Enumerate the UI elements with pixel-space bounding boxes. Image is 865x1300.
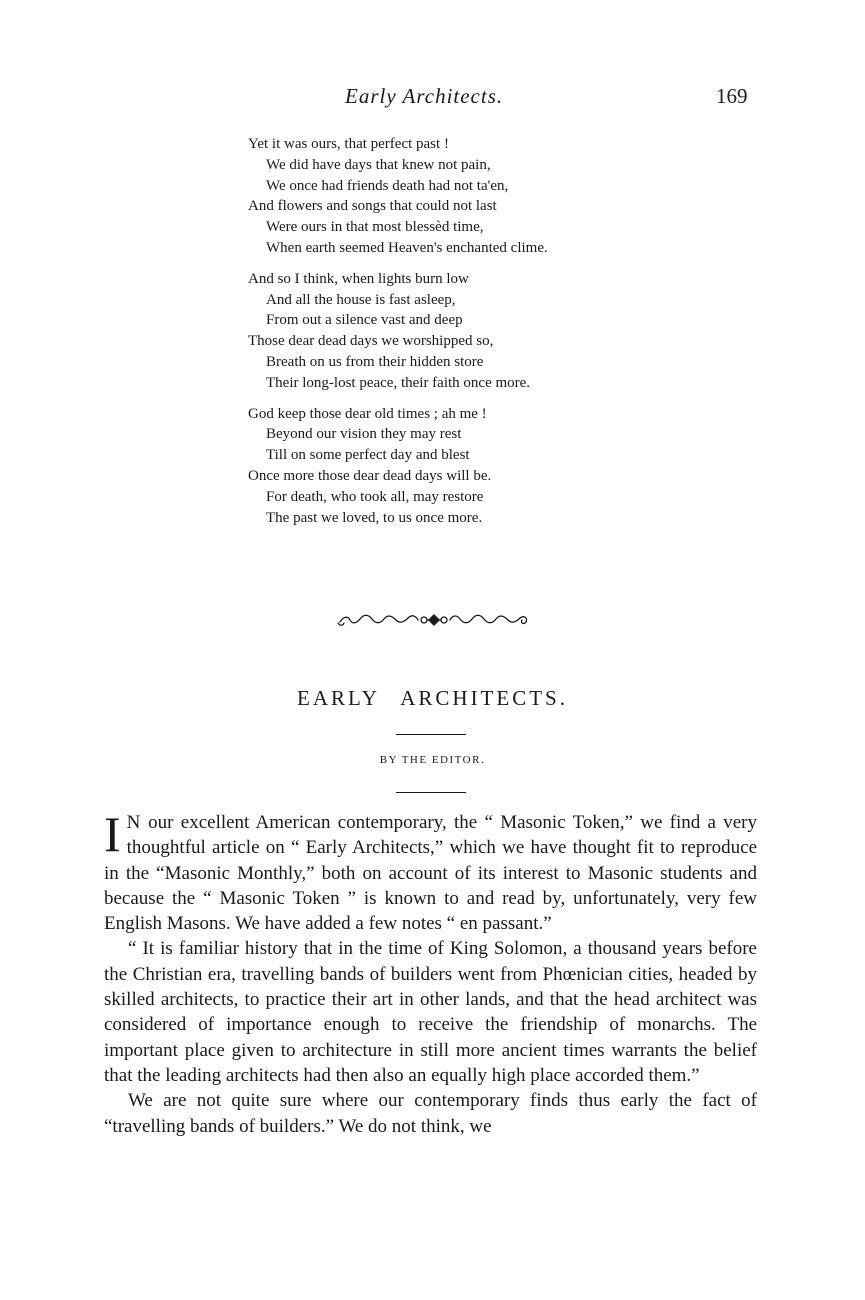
poem-line: Breath on us from their hidden store xyxy=(266,353,484,370)
poem-line: When earth seemed Heaven's enchanted clime. xyxy=(266,239,548,256)
poem-line: We did have days that knew not pain, xyxy=(266,156,491,173)
poem-stanza xyxy=(248,269,728,394)
poem-stanza xyxy=(248,404,728,529)
byline-rule xyxy=(396,792,466,793)
poem-stanza xyxy=(248,134,728,259)
poem-line: And so I think, when lights burn low xyxy=(248,270,469,287)
poem xyxy=(248,134,728,538)
poem-line: And flowers and songs that could not last xyxy=(248,198,497,215)
poem-line: Those dear dead days we worshipped so, xyxy=(248,333,494,350)
poem-line: From out a silence vast and deep xyxy=(266,312,463,329)
poem-line: Were ours in that most blessèd time, xyxy=(266,219,484,236)
poem-line: The past we loved, to us once more. xyxy=(266,509,483,526)
poem-line: Yet it was ours, that perfect past ! xyxy=(248,136,449,152)
page-number: 169 xyxy=(716,84,748,108)
article-body xyxy=(104,806,758,1139)
poem-line: Till on some perfect day and blest xyxy=(266,447,470,464)
article-paragraph: “ It is familiar history that in the time of King Solomon, a thousand years before the Christian era, travelling bands of builders went from Phœnician cities, headed by skilled architects, to practice their art in other lands, and that the head architect was considered of importance enough to receive the friendship of monarchs. The important place given to architecture in still more ancient times warrants the belief that the leading architects had then also an equally high place accorded them.” xyxy=(104,938,757,1086)
ornament-divider xyxy=(334,604,534,634)
poem-line: God keep those dear old times ; ah me ! xyxy=(248,405,487,422)
paragraph-text: our excellent American contemporary, the “ Masonic Token,” we find a very thoughtful article on “ Early Architects,” which we have thought fit to reproduce in the “Masonic Monthly,” both on account of its interest to Masonic students and because the “ Masonic Token ” is known to and read by, unfortunately, very few English Masons. We have added a few notes “ en passant.” xyxy=(104,812,758,935)
article-paragraph: We are not quite sure where our contemporary finds thus early the fact of “travelling bands of builders.” We do not think, we xyxy=(104,1090,757,1137)
article-paragraph xyxy=(104,806,758,936)
poem-line: And all the house is fast asleep, xyxy=(266,291,456,308)
drop-cap: I xyxy=(104,806,121,862)
running-head xyxy=(0,84,865,114)
title-rule xyxy=(396,734,466,735)
poem-line: We once had friends death had not ta'en, xyxy=(266,177,509,194)
running-title: Early Architects. xyxy=(345,84,504,108)
poem-line: For death, who took all, may restore xyxy=(266,488,484,505)
byline: BY THE EDITOR. xyxy=(379,754,486,766)
poem-line: Once more those dear dead days will be. xyxy=(248,467,492,484)
first-word-rest: N xyxy=(126,812,141,833)
poem-line: Their long-lost peace, their faith once more. xyxy=(266,374,531,391)
article-title: EARLY ARCHITECTS. xyxy=(297,686,568,710)
poem-line: Beyond our vision they may rest xyxy=(266,426,462,443)
